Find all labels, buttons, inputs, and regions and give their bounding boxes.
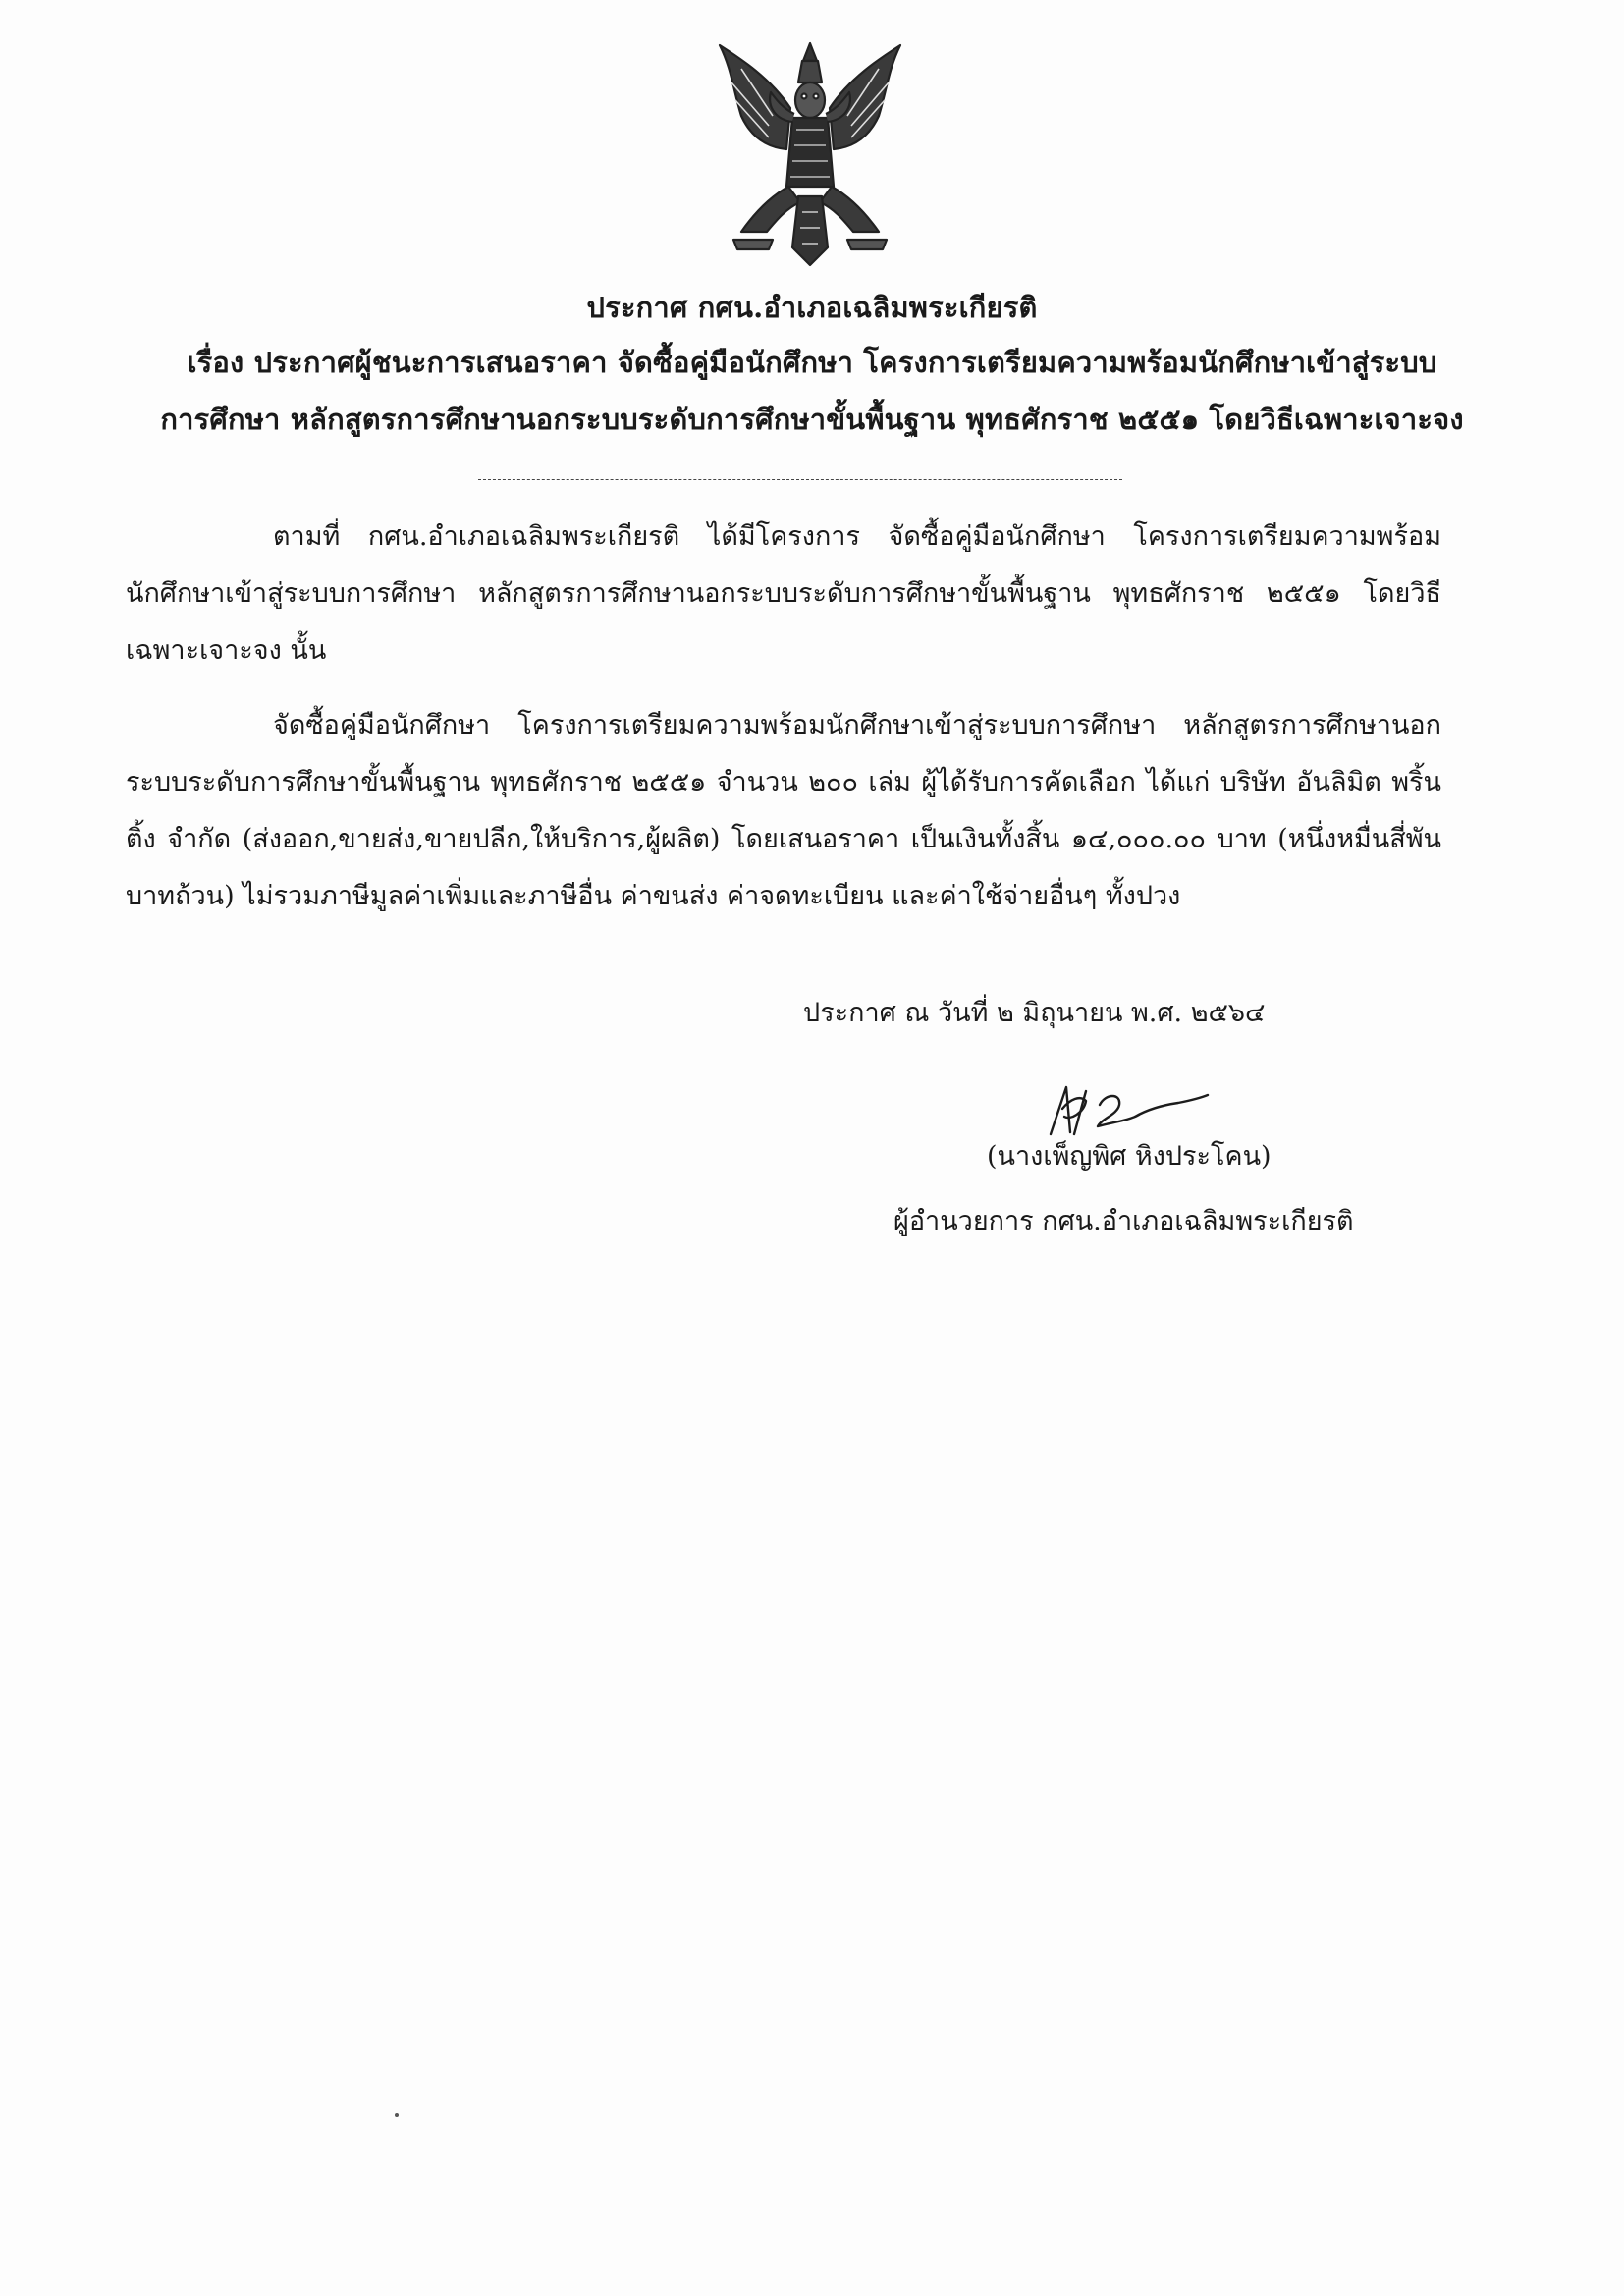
scan-speck	[395, 2113, 399, 2117]
garuda-emblem-icon	[712, 39, 908, 275]
subject-line-2: การศึกษา หลักสูตรการศึกษานอกระบบระดับการศึกษาขั้นพื้นฐาน พุทธศักราช ๒๕๕๑ โดยวิธีเฉพาะเจาะจง	[160, 403, 1464, 436]
subject-line-1: เรื่อง ประกาศผู้ชนะการเสนอราคา จัดซื้อคู่มือนักศึกษา โครงการเตรียมความพร้อมนักศึกษาเข้าสู่ระบบ	[187, 346, 1437, 379]
paragraph-2-text: จัดซื้อคู่มือนักศึกษา โครงการเตรียมความพร้อมนักศึกษาเข้าสู่ระบบการศึกษา หลักสูตรการศึกษานอก ระบบระดับการศึกษาขั้นพื้นฐาน พุทธศักราช ๒๕๕๑ จำนวน ๒๐๐ เล่ม ผู้ได้รับการคัดเลือก ได้แก่ บริษัท อันลิมิต พริ้นติ้ง จำกัด (ส่งออก,ขายส่ง,ขายปลีก,ให้บริการ,ผู้ผลิต) โดยเสนอราคา เป็นเงินทั้งสิ้น ๑๔,๐๐๐.๐๐ บาท (หนึ่งหมื่นสี่พันบาทถ้วน) ไม่รวมภาษีมูลค่าเพิ่มและภาษีอื่น ค่าขนส่ง ค่าจดทะเบียน และค่าใช้จ่ายอื่นๆ ทั้งปวง	[126, 710, 1441, 911]
organization-heading: ประกาศ กศน.อำเภอเฉลิมพระเกียรติ	[586, 291, 1038, 324]
paragraph-1	[126, 509, 1441, 680]
handwritten-signature-icon	[1041, 1066, 1218, 1144]
dashed-divider	[478, 479, 1122, 480]
signer-title: ผู้อำนวยการ กศน.อำเภอเฉลิมพระเกียรติ	[893, 1206, 1354, 1236]
announcement-date: ประกาศ ณ วันที่ ๒ มิถุนายน พ.ศ. ๒๕๖๔	[803, 998, 1266, 1028]
signer-name: (นางเพ็ญพิศ หิงประโคน)	[987, 1141, 1272, 1172]
paragraph-2	[126, 697, 1441, 925]
paragraph-1-text: ตามที่ กศน.อำเภอเฉลิมพระเกียรติ ได้มีโครงการ จัดซื้อคู่มือนักศึกษา โครงการเตรียมความพร้อม นักศึกษาเข้าสู่ระบบการศึกษา หลักสูตรการศึกษานอกระบบระดับการศึกษาขั้นพื้นฐาน พุทธศักราช ๒๕๕๑ โดยวิธี เฉพาะเจาะจง นั้น	[126, 521, 1441, 666]
